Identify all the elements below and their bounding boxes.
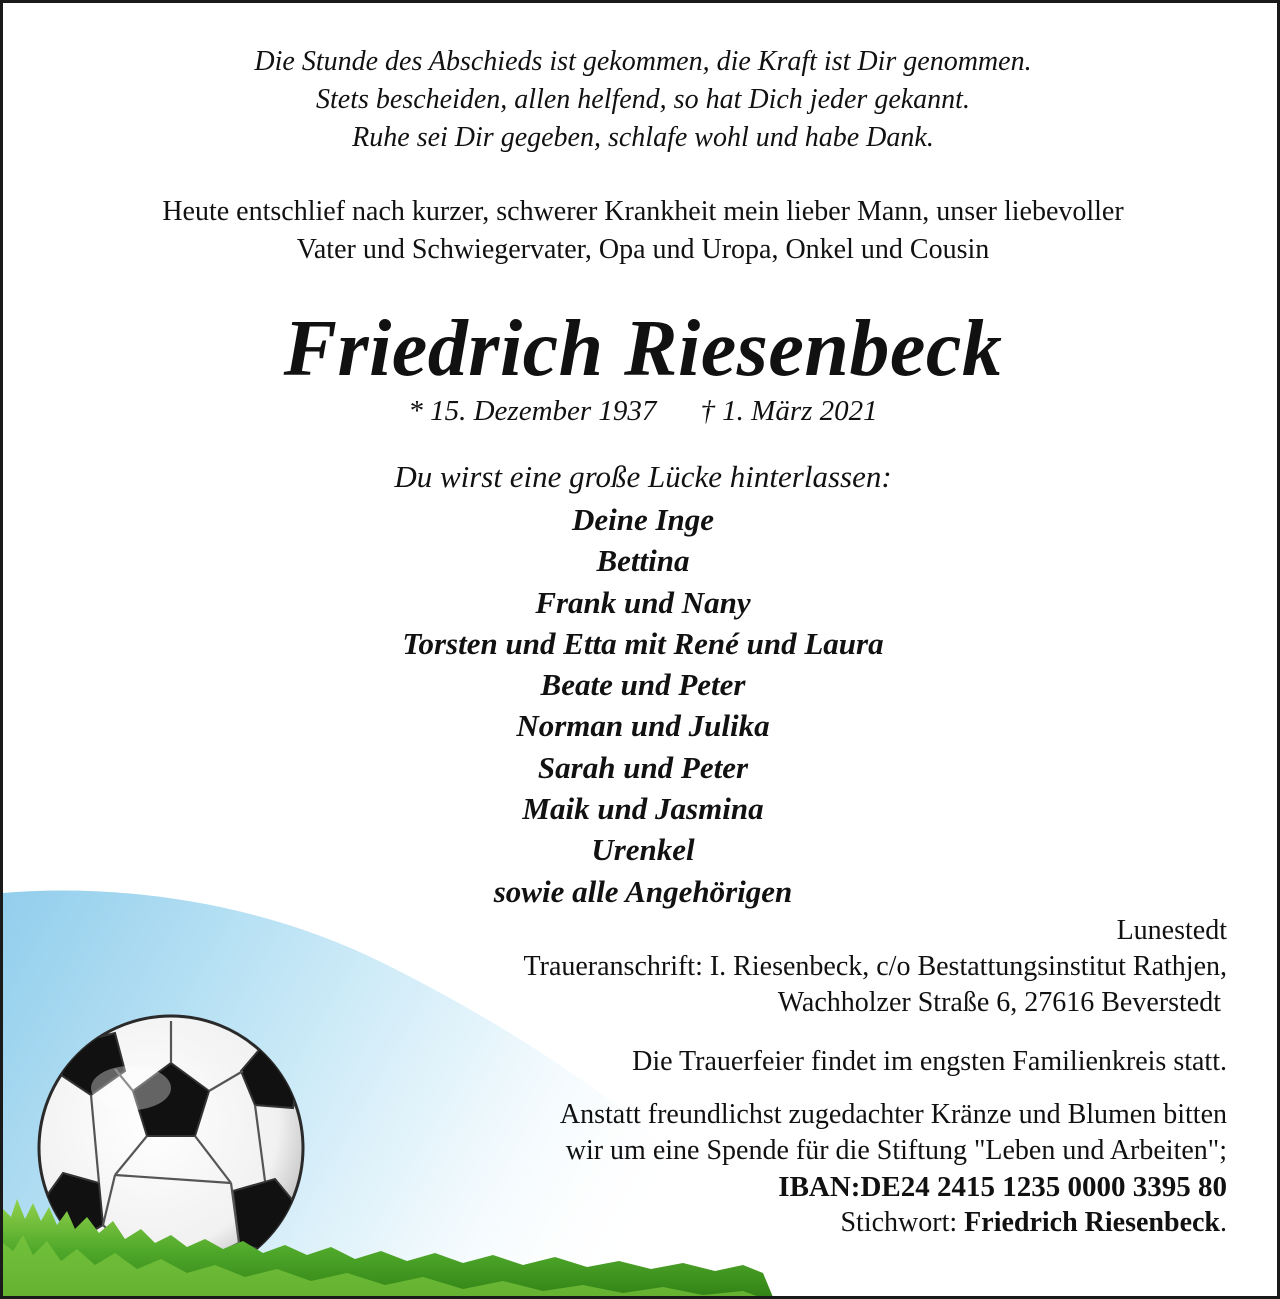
mourner-name: Bettina	[596, 543, 690, 579]
mourners-lead: Du wirst eine große Lücke hinterlassen:	[394, 459, 892, 494]
place-name: Lunestedt	[1116, 915, 1227, 946]
mourner-name: Sarah und Peter	[537, 749, 749, 785]
mourner-name: Deine Inge	[571, 502, 715, 537]
donation-request	[560, 1097, 1227, 1241]
poem-line: Die Stunde des Abschieds ist gekommen, die Kraft ist Dir genommen.	[254, 46, 1032, 77]
mourner-name: Urenkel	[591, 832, 695, 868]
ceremony-note: Die Trauerfeier findet im engsten Familienkreis statt.	[632, 1046, 1227, 1077]
poem-line: Ruhe sei Dir gegeben, schlafe wohl und habe Dank.	[352, 122, 934, 153]
poem-line: Stets bescheiden, allen helfend, so hat Dich jeder gekannt.	[316, 84, 970, 115]
birth-date: * 15. Dezember 1937	[408, 395, 657, 427]
intro-line: Vater und Schwiegervater, Opa und Uropa, Onkel und Cousin	[296, 234, 990, 265]
mourner-name: Maik und Jasmina	[522, 791, 764, 827]
mourner-name: Frank und Nany	[535, 584, 751, 620]
keyword-label: Stichwort:	[840, 1207, 965, 1238]
mourner-name: Torsten und Etta mit René und Laura	[402, 625, 884, 661]
intro-line: Heute entschlief nach kurzer, schwerer Krankheit mein lieber Mann, unser liebevoller	[162, 196, 1124, 227]
donation-keyword	[560, 1205, 1227, 1241]
life-dates	[3, 391, 1280, 431]
mourners-list	[3, 499, 1280, 912]
address-line: Wachholzer Straße 6, 27616 Beverstedt	[777, 987, 1221, 1018]
death-date: † 1. März 2021	[700, 395, 878, 427]
keyword-end: .	[1220, 1207, 1227, 1238]
death-announcement	[3, 193, 1280, 269]
poem	[3, 43, 1280, 157]
mourner-name: Norman und Julika	[516, 708, 770, 744]
mourner-name: sowie alle Angehörigen	[493, 873, 793, 909]
donation-line: wir um eine Spende für die Stiftung "Leben und Arbeiten";	[565, 1135, 1227, 1166]
mourner-name: Beate und Peter	[540, 667, 746, 703]
iban: IBAN:DE24 2415 1235 0000 3395 80	[778, 1171, 1227, 1203]
keyword-value: Friedrich Riesenbeck	[964, 1207, 1220, 1238]
donation-line: Anstatt freundlichst zugedachter Kränze und Blumen bitten	[559, 1099, 1227, 1130]
mourning-address	[524, 949, 1228, 1021]
address-line: Traueranschrift: I. Riesenbeck, c/o Bestattungsinstitut Rathjen,	[523, 951, 1227, 982]
deceased-name: Friedrich Riesenbeck	[283, 305, 1003, 393]
